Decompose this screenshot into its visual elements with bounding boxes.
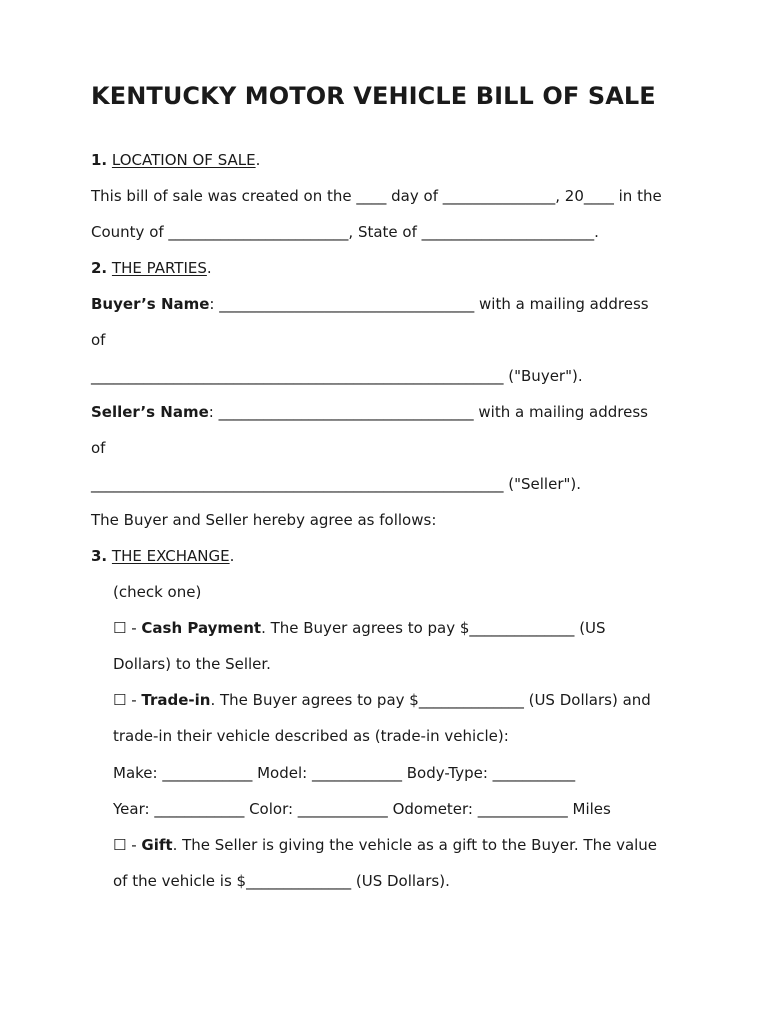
trade-in-cont: trade-in their vehicle described as (trade-in vehicle): [113,727,509,745]
gift-cont: of the vehicle is $______________ (US Dollars). [113,872,450,890]
document-title: KENTUCKY MOTOR VEHICLE BILL OF SALE [91,82,656,110]
gift-option [113,835,657,855]
trade-in-label: Trade-in [141,691,211,709]
seller-name-label: Seller’s Name [91,403,209,421]
seller-name-field: : __________________________________ with a mailing address [208,403,648,421]
seller-name-line [91,402,648,422]
section-3-heading [91,546,234,566]
agreement-line: The Buyer and Seller hereby agree as follows: [91,511,437,529]
section-1-number: 1. [91,151,108,169]
cash-payment-checkbox[interactable]: ☐ [113,619,127,637]
section-2-number: 2. [91,259,108,277]
cash-payment-cont: Dollars) to the Seller. [113,655,271,673]
section-3-number: 3. [91,547,108,565]
cash-dash: - [126,619,142,637]
section-1-period: . [255,151,261,169]
buyer-name-field: : __________________________________ with a mailing address [209,295,649,313]
buyer-address-line: _______________________________________________________ ("Buyer"). [91,367,583,385]
trade-in-checkbox[interactable]: ☐ [113,691,127,709]
buyer-name-label: Buyer’s Name [91,295,210,313]
cash-payment-label: Cash Payment [141,619,262,637]
sale-date-line: This bill of sale was created on the ____ day of _______________, 20____ in the [91,187,662,205]
section-2-heading [91,258,212,278]
trade-dash: - [126,691,142,709]
gift-text: . The Seller is giving the vehicle as a gift to the Buyer. The value [172,836,658,854]
gift-label: Gift [141,836,173,854]
check-one-line: (check one) [113,583,202,601]
section-3-period: . [229,547,235,565]
seller-address-line: _______________________________________________________ ("Seller"). [91,475,582,493]
trade-in-make-line: Make: ____________ Model: ____________ Body-Type: ___________ [113,764,576,782]
sale-location-line: County of ________________________, State of _______________________. [91,223,599,241]
trade-in-year-line: Year: ____________ Color: ____________ Odometer: ____________ Miles [113,800,611,818]
buyer-name-line [91,294,649,314]
trade-in-text: . The Buyer agrees to pay $______________ (US Dollars) and [210,691,651,709]
section-2-title: THE PARTIES [111,259,207,277]
section-2-period: . [206,259,212,277]
buyer-of-line: of [91,331,106,349]
section-3-title: THE EXCHANGE [111,547,230,565]
seller-of-line: of [91,439,106,457]
section-1-title: LOCATION OF SALE [111,151,256,169]
cash-payment-text: . The Buyer agrees to pay $______________ (US [261,619,606,637]
gift-dash: - [126,836,142,854]
cash-payment-option [113,618,606,638]
gift-checkbox[interactable]: ☐ [113,836,127,854]
trade-in-option [113,690,651,710]
section-1-heading [91,150,260,170]
